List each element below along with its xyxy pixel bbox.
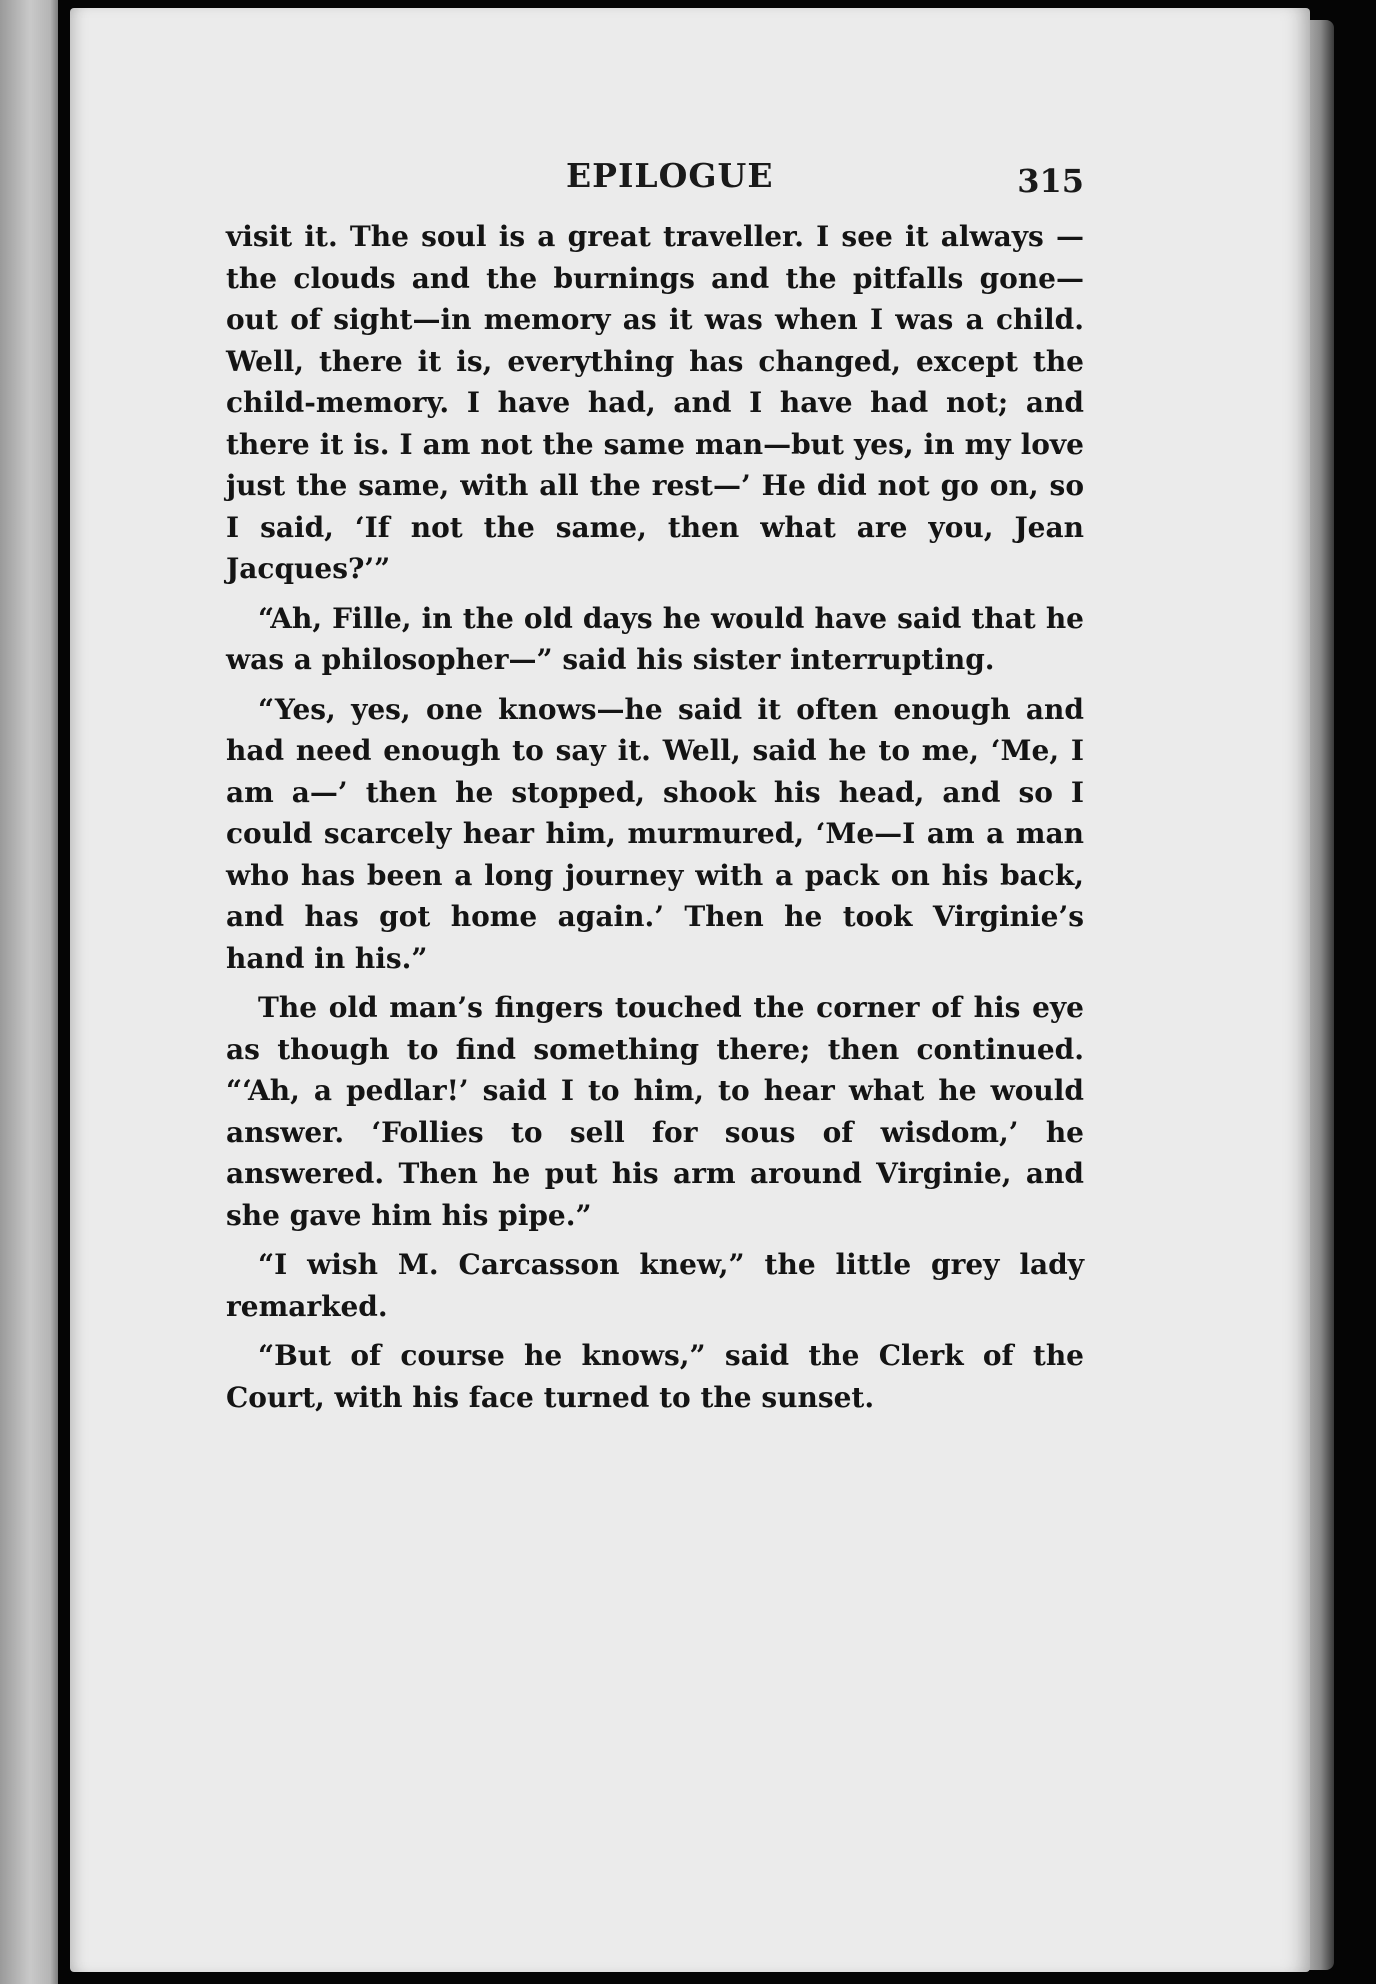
body-text [226,216,1084,1418]
paragraph: “Ah, Fille, in the old days he would have said that he was a philosopher—” said his sister interrupting. [226,601,1084,676]
running-head: EPILOGUE [566,156,774,195]
paragraph: “Yes, yes, one knows—he said it often enough and had need enough to say it. Well, said he to me, ‘Me, I am a—’ then he stopped, shook his head, and so I could scarcely hear him, murmured, ‘Me—I am a man who has been a long journey with a pack on his back, and has got home again.’ Then he took Virginie’s hand in his.” [226,692,1084,975]
page-number: 315 [1017,162,1084,200]
paragraph: “But of course he knows,” said the Clerk of the Court, with his face turned to the sunset. [226,1339,1084,1414]
paragraph: “I wish M. Carcasson knew,” the little grey lady remarked. [226,1248,1084,1323]
paragraph: The old man’s fingers touched the corner of his eye as though to find something there; then continued. “‘Ah, a pedlar!’ said I to him, to hear what he would answer. ‘Follies to sell for sous of wisdom,’ he answered. Then he put his arm around Virginie, and she gave him his pipe.” [226,991,1084,1232]
page-header [226,156,1084,208]
adjacent-page-edge [0,0,58,1984]
paragraph: visit it. The soul is a great traveller. I see it always —the clouds and the burnings and the pitfalls gone— out of sight—in memory as it was when I was a child. Well, there it is, everything has changed, except the child-memory. I have had, and I have had not; and there it is. I am not the same man—but yes, in my love just the same, with all the rest—’ He did not go on, so I said, ‘If not the same, then what are you, Jean Jacques?’” [226,220,1084,585]
